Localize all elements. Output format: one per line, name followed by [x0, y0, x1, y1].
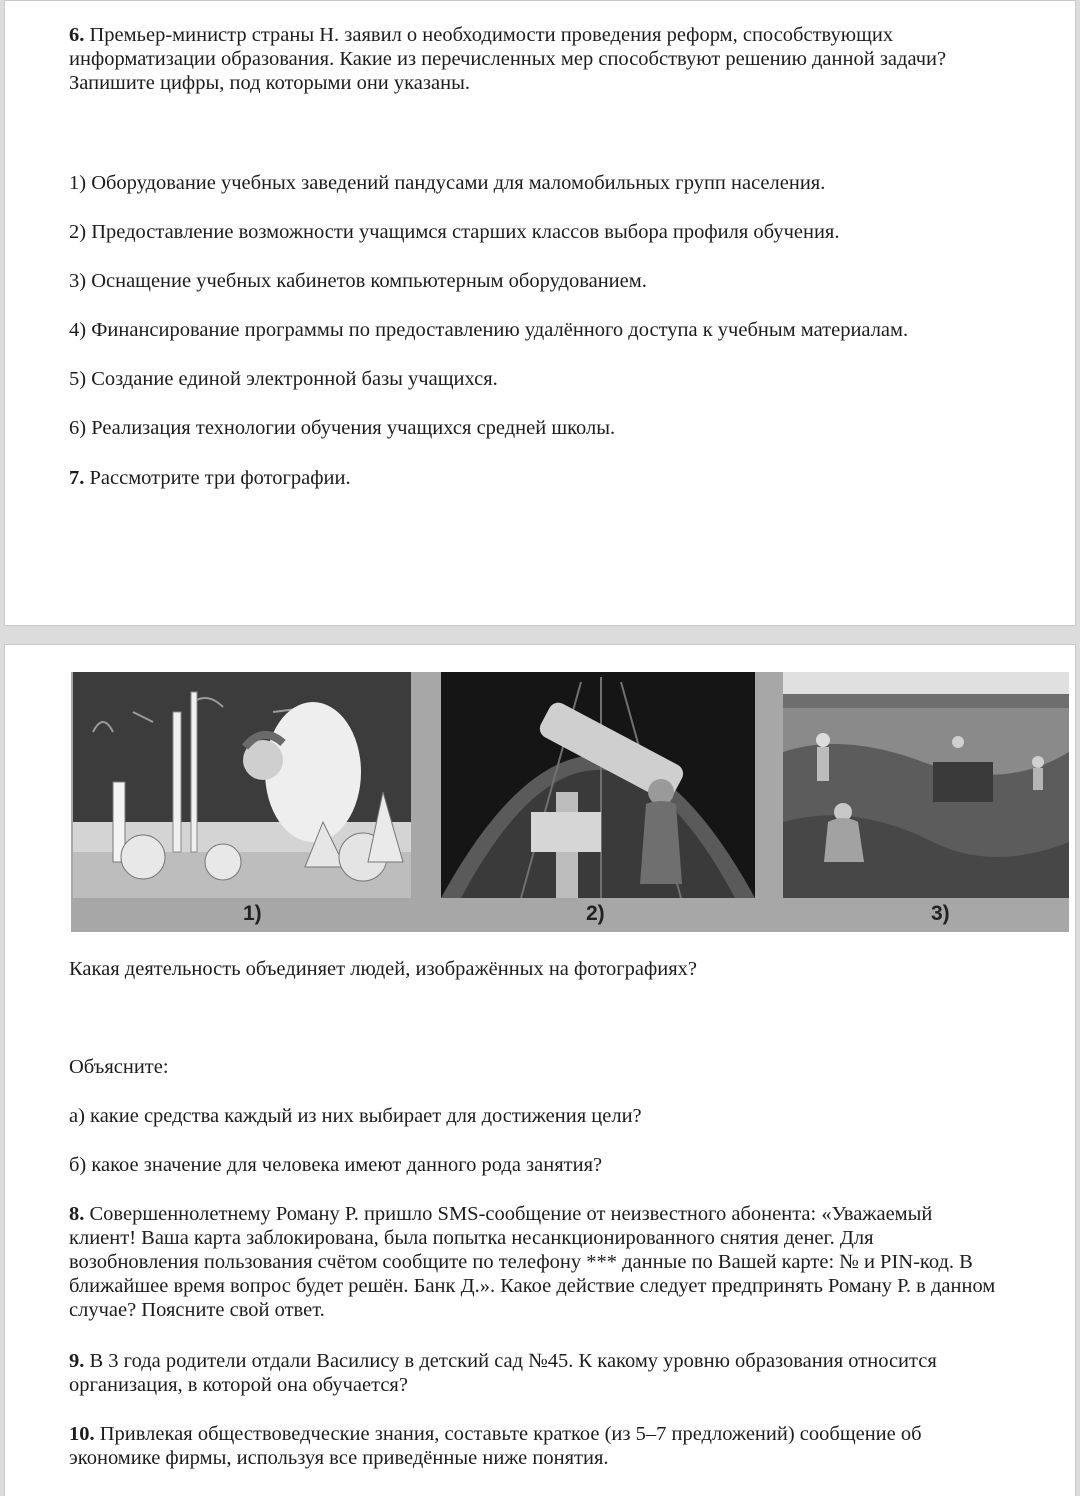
question-text: В 3 года родители отдали Василису в детский сад №45. К какому уровню образования относится организация, в которой она обучается? — [69, 1350, 937, 1396]
question-text: Привлекая обществоведческие знания, составьте краткое (из 5–7 предложений) сообщение об экономике фирмы, используя все приведённые ниже понятия. — [69, 1423, 922, 1469]
question-number: 7. — [69, 467, 85, 489]
question-7 — [69, 466, 351, 490]
question-text: Совершеннолетнему Роману Р. пришло SMS-сообщение от неизвестного абонента: «Уважаемый клиент! Ваша карта заблокирована, была попытка несанкционированного снятия денег. Для возобновления пользования счётом сообщите по телефону *** данные по Вашей карте: № и PIN-код. В ближайшее время вопрос будет решён. Банк Д.». Какое действие следует предпринять Роману Р. в данном случае? Поясните свой ответ. — [69, 1203, 996, 1321]
question-number: 8. — [69, 1203, 85, 1225]
photo-caption-3: 3) — [931, 902, 950, 925]
photo-chemistry-lab — [73, 672, 411, 898]
option-6: 6) Реализация технологии обучения учащихся средней школы. — [69, 417, 616, 439]
option-2: 2) Предоставление возможности учащимся старших классов выбора профиля обучения. — [69, 221, 840, 243]
option-4: 4) Финансирование программы по предоставлению удалённого доступа к учебным материалам. — [69, 319, 909, 341]
question-6 — [69, 23, 1029, 95]
option-3: 3) Оснащение учебных кабинетов компьютерным оборудованием. — [69, 270, 647, 292]
question-number: 9. — [69, 1350, 85, 1372]
question-number: 10. — [69, 1423, 95, 1445]
question-7-prompt: Какая деятельность объединяет людей, изображённых на фотографиях? — [69, 958, 698, 980]
sub-question-a: а) какие средства каждый из них выбирает для достижения цели? — [69, 1105, 642, 1127]
option-5: 5) Создание единой электронной базы учащихся. — [69, 368, 498, 390]
page-2 — [4, 644, 1076, 1496]
question-8 — [69, 1202, 1004, 1322]
photo-excavation — [783, 672, 1069, 898]
question-10 — [69, 1422, 1004, 1470]
question-text: Премьер-министр страны Н. заявил о необходимости проведения реформ, способствующих информатизации образования. Какие из перечисленных мер способствуют решению данной задачи? Запишите цифры, под которыми они указаны. — [69, 24, 947, 94]
question-9 — [69, 1349, 1004, 1397]
photo-caption-2: 2) — [586, 902, 605, 925]
page-1 — [4, 0, 1076, 626]
question-text: Рассмотрите три фотографии. — [89, 467, 351, 489]
photo-strip — [71, 672, 1069, 932]
photo-caption-1: 1) — [243, 902, 262, 925]
explain-label: Объясните: — [69, 1056, 169, 1078]
sub-question-b: б) какое значение для человека имеют данного рода занятия? — [69, 1154, 603, 1176]
question-number: 6. — [69, 24, 85, 46]
option-1: 1) Оборудование учебных заведений пандусами для маломобильных групп населения. — [69, 172, 826, 194]
photo-observatory — [441, 672, 755, 898]
